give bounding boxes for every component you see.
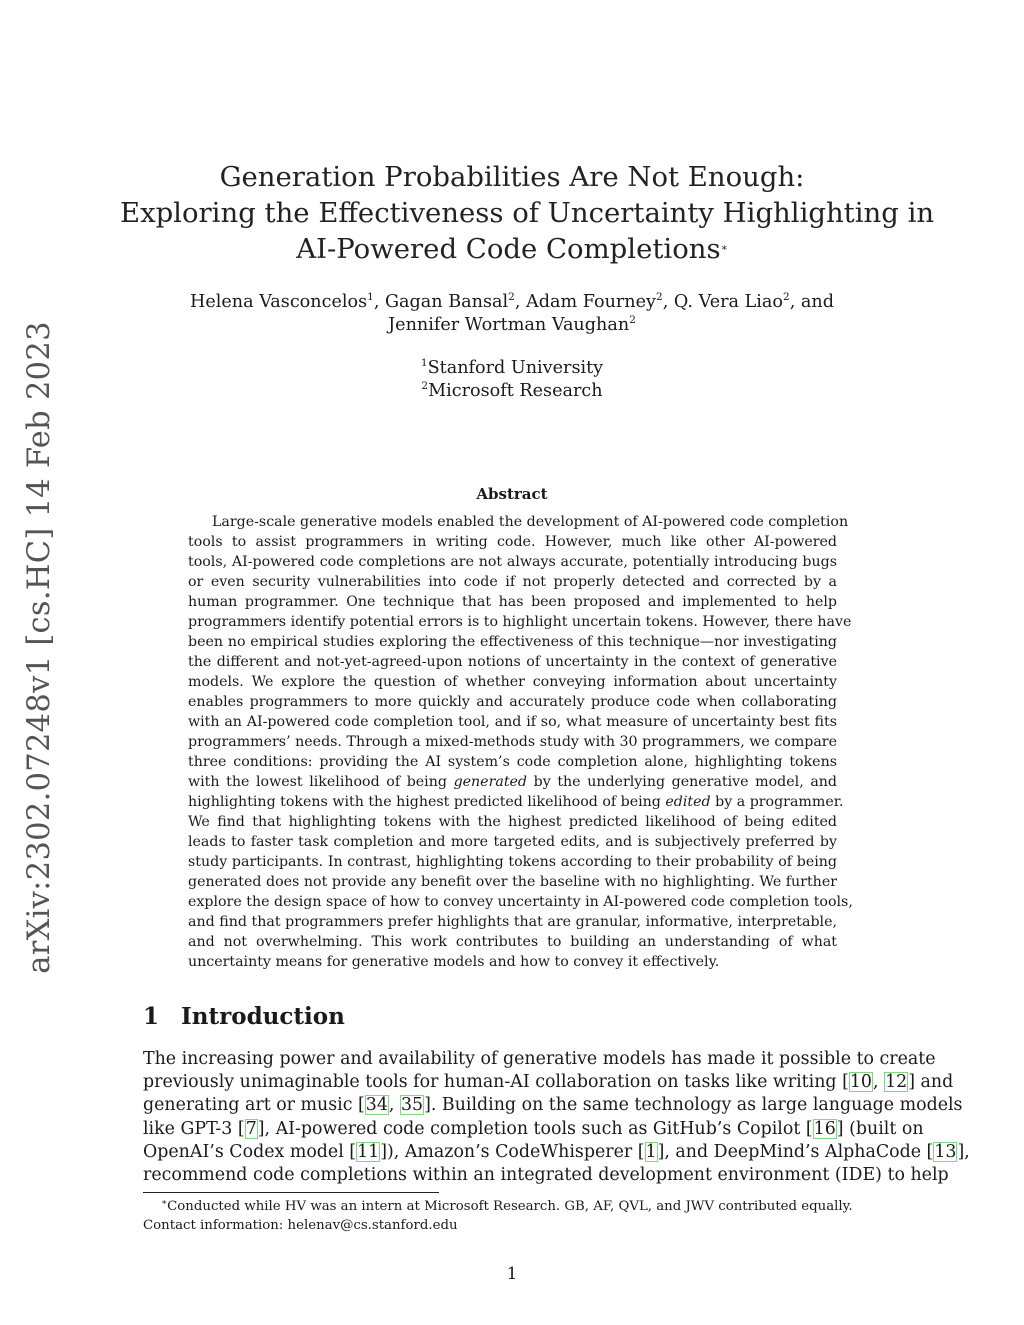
- affiliation-mark: 2: [629, 314, 636, 326]
- citation-link[interactable]: 35: [400, 1095, 424, 1116]
- abstract-body: [188, 512, 853, 972]
- abstract-line: tools to assist programmers in writing code. However, much like other AI-powered: [188, 534, 837, 550]
- author-name: Q. Vera Liao: [673, 292, 783, 312]
- arxiv-id-text: arXiv:2302.07248v1 [cs.HC] 14 Feb 2023: [21, 320, 57, 974]
- abstract-line: models. We explore the question of whether conveying information about uncertainty: [188, 674, 837, 690]
- citation-link[interactable]: 7: [245, 1118, 257, 1139]
- intro-line: The increasing power and availability of generative models has made it possible to create: [143, 1049, 936, 1069]
- footnote-mark: ∗: [161, 1198, 168, 1208]
- title-line: Generation Probabilities Are Not Enough:: [219, 161, 805, 193]
- abstract-line: and not overwhelming. This work contributes to building an understanding of what: [188, 934, 837, 950]
- paper-title: [120, 159, 935, 267]
- citation-link[interactable]: 13: [934, 1141, 957, 1162]
- citation-link[interactable]: 12: [885, 1072, 908, 1093]
- section-heading: [143, 1003, 345, 1031]
- citation-link[interactable]: 11: [357, 1141, 380, 1162]
- abstract-line: with an AI-powered code completion tool, and if so, what measure of uncertainty best fits: [188, 714, 837, 730]
- abstract-line: with the lowest likelihood of being generated by the underlying generative model, and: [188, 774, 837, 790]
- citation-link[interactable]: 10: [849, 1072, 872, 1093]
- footnote-rule: [143, 1192, 439, 1193]
- affiliation: $^1$Stanford University: [420, 357, 604, 378]
- footnote: [143, 1197, 888, 1235]
- affiliation-mark: 2: [508, 291, 515, 303]
- abstract-line: We find that highlighting tokens with the highest predicted likelihood of being edited: [188, 814, 837, 830]
- abstract-line: leads to faster task completion and more targeted edits, and is subjectively preferred by: [188, 834, 837, 850]
- abstract-line: enables programmers to more quickly and accurately produce code when collaborating: [188, 694, 837, 710]
- section-title: Introduction: [181, 1003, 345, 1030]
- section-number: 1: [143, 1003, 160, 1030]
- abstract-heading: Abstract: [476, 485, 548, 503]
- affiliation-mark: 1: [367, 291, 374, 303]
- intro-line: previously unimaginable tools for human-AI collaboration on tasks like writing [10, 12] and: [143, 1072, 954, 1093]
- abstract-line: explore the design space of how to convey uncertainty in AI-powered code completion tools,: [188, 894, 853, 910]
- abstract-line: study participants. In contrast, highlighting tokens according to their probability of being: [188, 854, 837, 870]
- author-name: Gagan Bansal: [385, 292, 509, 312]
- footnote-line: Contact information: helenav@cs.stanford.edu: [143, 1218, 458, 1233]
- citation-link[interactable]: 34: [365, 1095, 388, 1116]
- abstract-line: programmers identify potential errors is to highlight uncertain tokens. However, there have: [188, 614, 852, 630]
- abstract-line: three conditions: providing the AI system’s code completion alone, highlighting tokens: [188, 754, 837, 770]
- abstract-line: highlighting tokens with the highest predicted likelihood of being edited by a programmer.: [188, 794, 844, 810]
- arxiv-identifier: [18, 320, 60, 974]
- title-footnote-mark: ∗: [720, 242, 728, 254]
- intro-line: generating art or music [34, 35]. Building on the same technology as large language models: [143, 1095, 963, 1116]
- abstract-line: Large-scale generative models enabled the development of AI-powered code completion: [212, 514, 849, 530]
- author-name: Jennifer Wortman Vaughan: [388, 315, 630, 335]
- intro-line: recommend code completions within an integrated development environment (IDE) to help: [143, 1165, 949, 1186]
- author-list: Helena Vasconcelos$^1$, Gagan Bansal$^2$, Adam Fourney$^2$, Q. Vera Liao$^2$, and Jennifer Wortman Vaughan$^2$: [190, 291, 834, 335]
- abstract-line: generated does not provide any benefit over the baseline with no highlighting. We further: [188, 874, 837, 890]
- intro-paragraph: [143, 1048, 970, 1187]
- footnote-line: ∗Conducted while HV was an intern at Microsoft Research. GB, AF, QVL, and JWV contributed equally.: [161, 1198, 853, 1214]
- citation-link[interactable]: 16: [813, 1118, 836, 1139]
- author-name: Helena Vasconcelos: [190, 292, 368, 312]
- abstract-line: and find that programmers prefer highlights that are granular, informative, interpretable,: [188, 914, 837, 930]
- abstract-line: tools, AI-powered code completions are not always accurate, potentially introducing bugs: [188, 554, 837, 570]
- abstract-line: human programmer. One technique that has been proposed and implemented to help: [188, 594, 837, 610]
- abstract-line: been no empirical studies exploring the effectiveness of this technique—nor investigating: [188, 634, 837, 650]
- title-line: AI-Powered Code Completions∗: [296, 233, 728, 265]
- affiliation: $^2$Microsoft Research: [421, 380, 603, 401]
- author-name: Adam Fourney: [526, 292, 656, 312]
- emphasis-generated: generated: [453, 774, 527, 790]
- abstract-line: programmers’ needs. Through a mixed-methods study with 30 programmers, we compare: [188, 734, 837, 750]
- intro-line: like GPT-3 [7], AI-powered code completion tools such as GitHub’s Copilot [16] (built on: [143, 1118, 924, 1139]
- emphasis-edited: edited: [665, 794, 711, 810]
- affiliation-mark: 2: [656, 291, 663, 303]
- abstract-line: or even security vulnerabilities into code if not properly detected and corrected by a: [188, 574, 837, 590]
- affiliation-mark: 2: [783, 291, 790, 303]
- intro-line: OpenAI’s Codex model [11]), Amazon’s CodeWhisperer [1], and DeepMind’s AlphaCode [13],: [143, 1141, 970, 1162]
- title-line: Exploring the Effectiveness of Uncertainty Highlighting in: [120, 197, 935, 229]
- page-number: 1: [506, 1264, 518, 1284]
- affiliations: [120, 357, 904, 403]
- abstract-line: the different and not-yet-agreed-upon notions of uncertainty in the context of generative: [188, 654, 837, 670]
- abstract-line: uncertainty means for generative models and how to convey it effectively.: [188, 954, 720, 970]
- citation-link[interactable]: 1: [645, 1141, 657, 1162]
